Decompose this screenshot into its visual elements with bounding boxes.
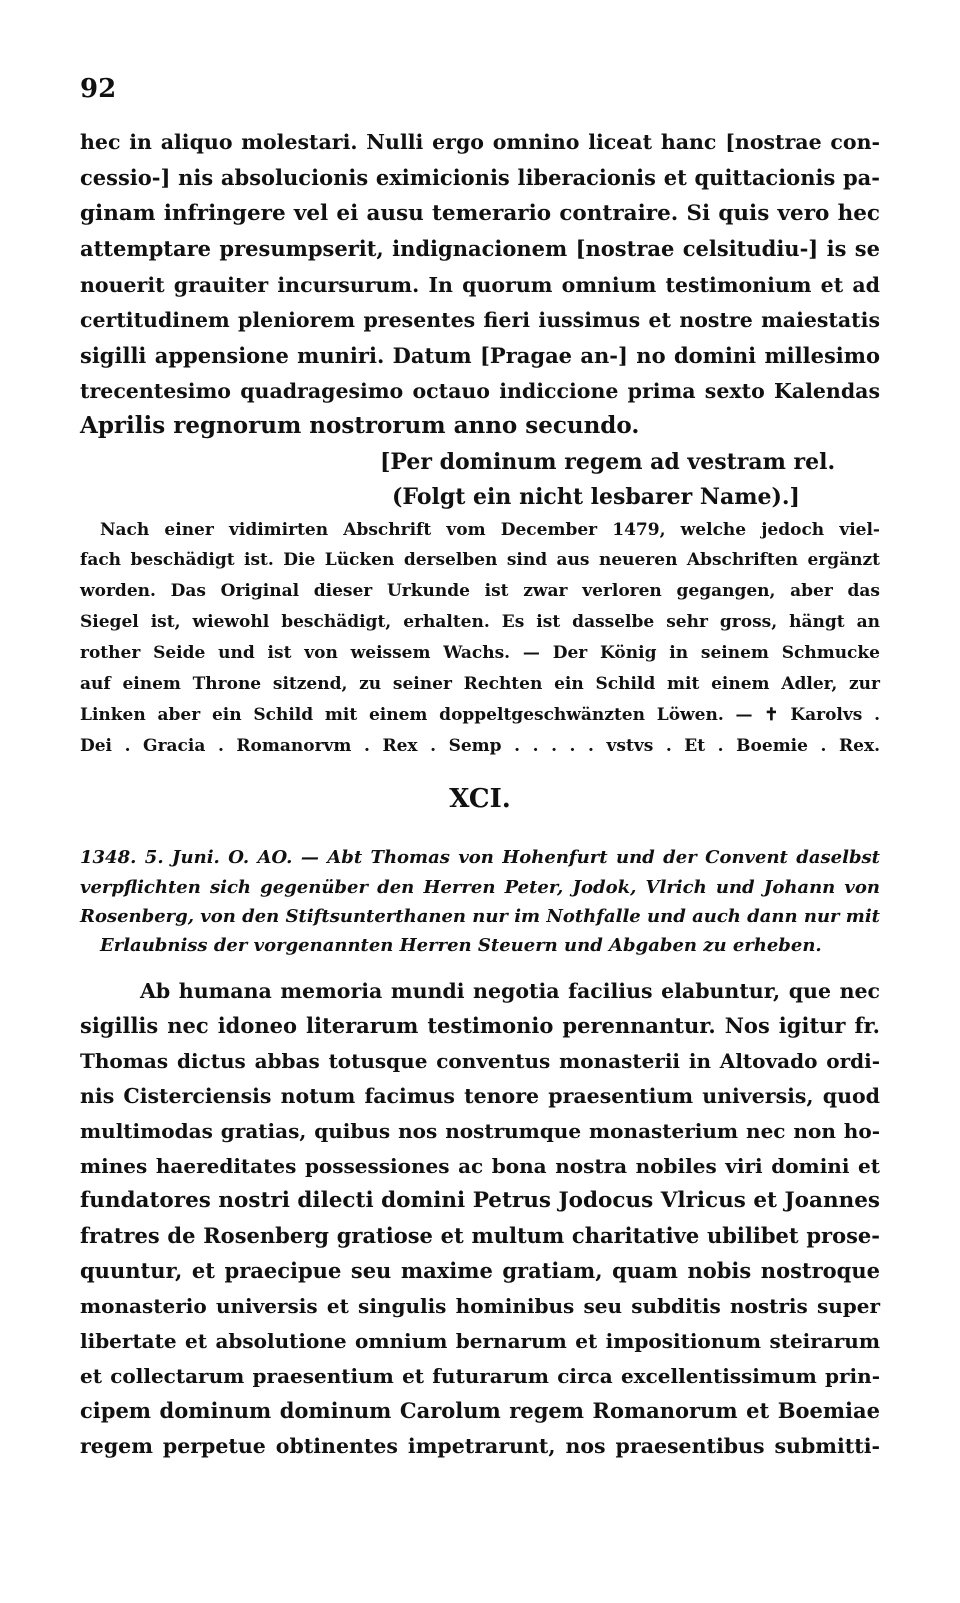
text-line: Aprilis regnorum nostrorum anno secundo. xyxy=(80,412,640,439)
note-line: auf einem Throne sitzend, zu seiner Rechten ein Schild mit einem Adler, zur xyxy=(80,674,880,694)
note-line: Nach einer vidimirten Abschrift vom December 1479, welche jedoch viel- xyxy=(100,520,880,540)
text-line: trecentesimo quadragesimo octauo indiccione prima sexto Kalendas xyxy=(80,379,880,403)
note-line: worden. Das Original dieser Urkunde ist zwar verloren gegangen, aber das xyxy=(80,581,880,601)
headnote-line: verpflichten sich gegenüber den Herren Peter, Jodok, Vlrich und Johann von xyxy=(80,877,880,898)
text-line: attemptare presumpserit, indignacionem [nostrae celsitudiu-] is se xyxy=(80,236,880,261)
text-line: sigillis nec idoneo literarum testimonio perennantur. Nos igitur fr. xyxy=(80,1013,880,1038)
text-line: fratres de Rosenberg gratiose et multum charitative ubilibet prose- xyxy=(80,1223,880,1248)
text-line: fundatores nostri dilecti domini Petrus Jodocus Vlricus et Joannes xyxy=(80,1188,880,1213)
page-number: 92 xyxy=(80,74,117,104)
text-line: multimodas gratias, quibus nos nostrumque monasterium nec non ho- xyxy=(80,1119,880,1143)
note-line: Siegel ist, wiewohl beschädigt, erhalten. Es ist dasselbe sehr gross, hängt an xyxy=(80,612,880,632)
text-line: monasterio universis et singulis hominibus seu subditis nostris super xyxy=(80,1294,880,1318)
chancery-note-line: (Folgt ein nicht lesbarer Name).] xyxy=(392,484,800,510)
text-line: nouerit grauiter incursurum. In quorum omnium testimonium et ad xyxy=(80,273,880,297)
text-line: sigilli appensione muniri. Datum [Pragae an-] no domini millesimo xyxy=(80,343,880,368)
text-line: Thomas dictus abbas totusque conventus monasterii in Altovado ordi- xyxy=(80,1049,880,1073)
chancery-note-line: [Per dominum regem ad vestram rel. xyxy=(380,449,836,475)
headnote-line: 1348. 5. Juni. O. AO. — Abt Thomas von Hohenfurt und der Convent daselbst xyxy=(80,847,880,868)
text-line: regem perpetue obtinentes impetrarunt, nos praesentibus submitti- xyxy=(80,1434,880,1458)
note-line: Dei . Gracia . Romanorvm . Rex . Semp . . . . . vstvs . Et . Boemie . Rex. xyxy=(80,736,880,756)
text-line: mines haereditates possessiones ac bona nostra nobiles viri domini et xyxy=(80,1154,880,1178)
text-line: Ab humana memoria mundi negotia facilius elabuntur, que nec xyxy=(140,979,880,1003)
note-line: fach beschädigt ist. Die Lücken derselben sind aus neueren Abschriften ergänzt xyxy=(80,550,880,570)
text-line: et collectarum praesentium et futurarum circa excellentissimum prin- xyxy=(80,1364,880,1388)
text-line: nis Cisterciensis notum facimus tenore praesentium universis, quod xyxy=(80,1084,880,1108)
document-number: XCI. xyxy=(449,784,511,814)
text-line: ginam infringere vel ei ausu temerario contraire. Si quis vero hec xyxy=(80,201,880,226)
note-line: Linken aber ein Schild mit einem doppeltgeschwänzten Löwen. — ✝ Karolvs . xyxy=(80,705,880,725)
headnote-line: Rosenberg, von den Stiftsunterthanen nur im Nothfalle und auch dann nur mit xyxy=(80,906,880,927)
text-line: quuntur, et praecipue seu maxime gratiam, quam nobis nostroque xyxy=(80,1258,880,1283)
text-line: cipem dominum dominum Carolum regem Romanorum et Boemiae xyxy=(80,1398,880,1423)
text-line: libertate et absolutione omnium bernarum et impositionum steirarum xyxy=(80,1329,880,1353)
text-line: certitudinem pleniorem presentes fieri iussimus et nostre maiestatis xyxy=(80,308,880,332)
headnote-line: Erlaubniss der vorgenannten Herren Steuern und Abgaben zu erheben. xyxy=(100,935,822,956)
text-line: hec in aliquo molestari. Nulli ergo omnino liceat hanc [nostrae con- xyxy=(80,130,880,154)
note-line: rother Seide und ist von weissem Wachs. — Der König in seinem Schmucke xyxy=(80,643,880,663)
book-page xyxy=(80,0,880,1603)
text-line: cessio-] nis absolucionis eximicionis liberacionis et quittacionis pa- xyxy=(80,165,880,190)
